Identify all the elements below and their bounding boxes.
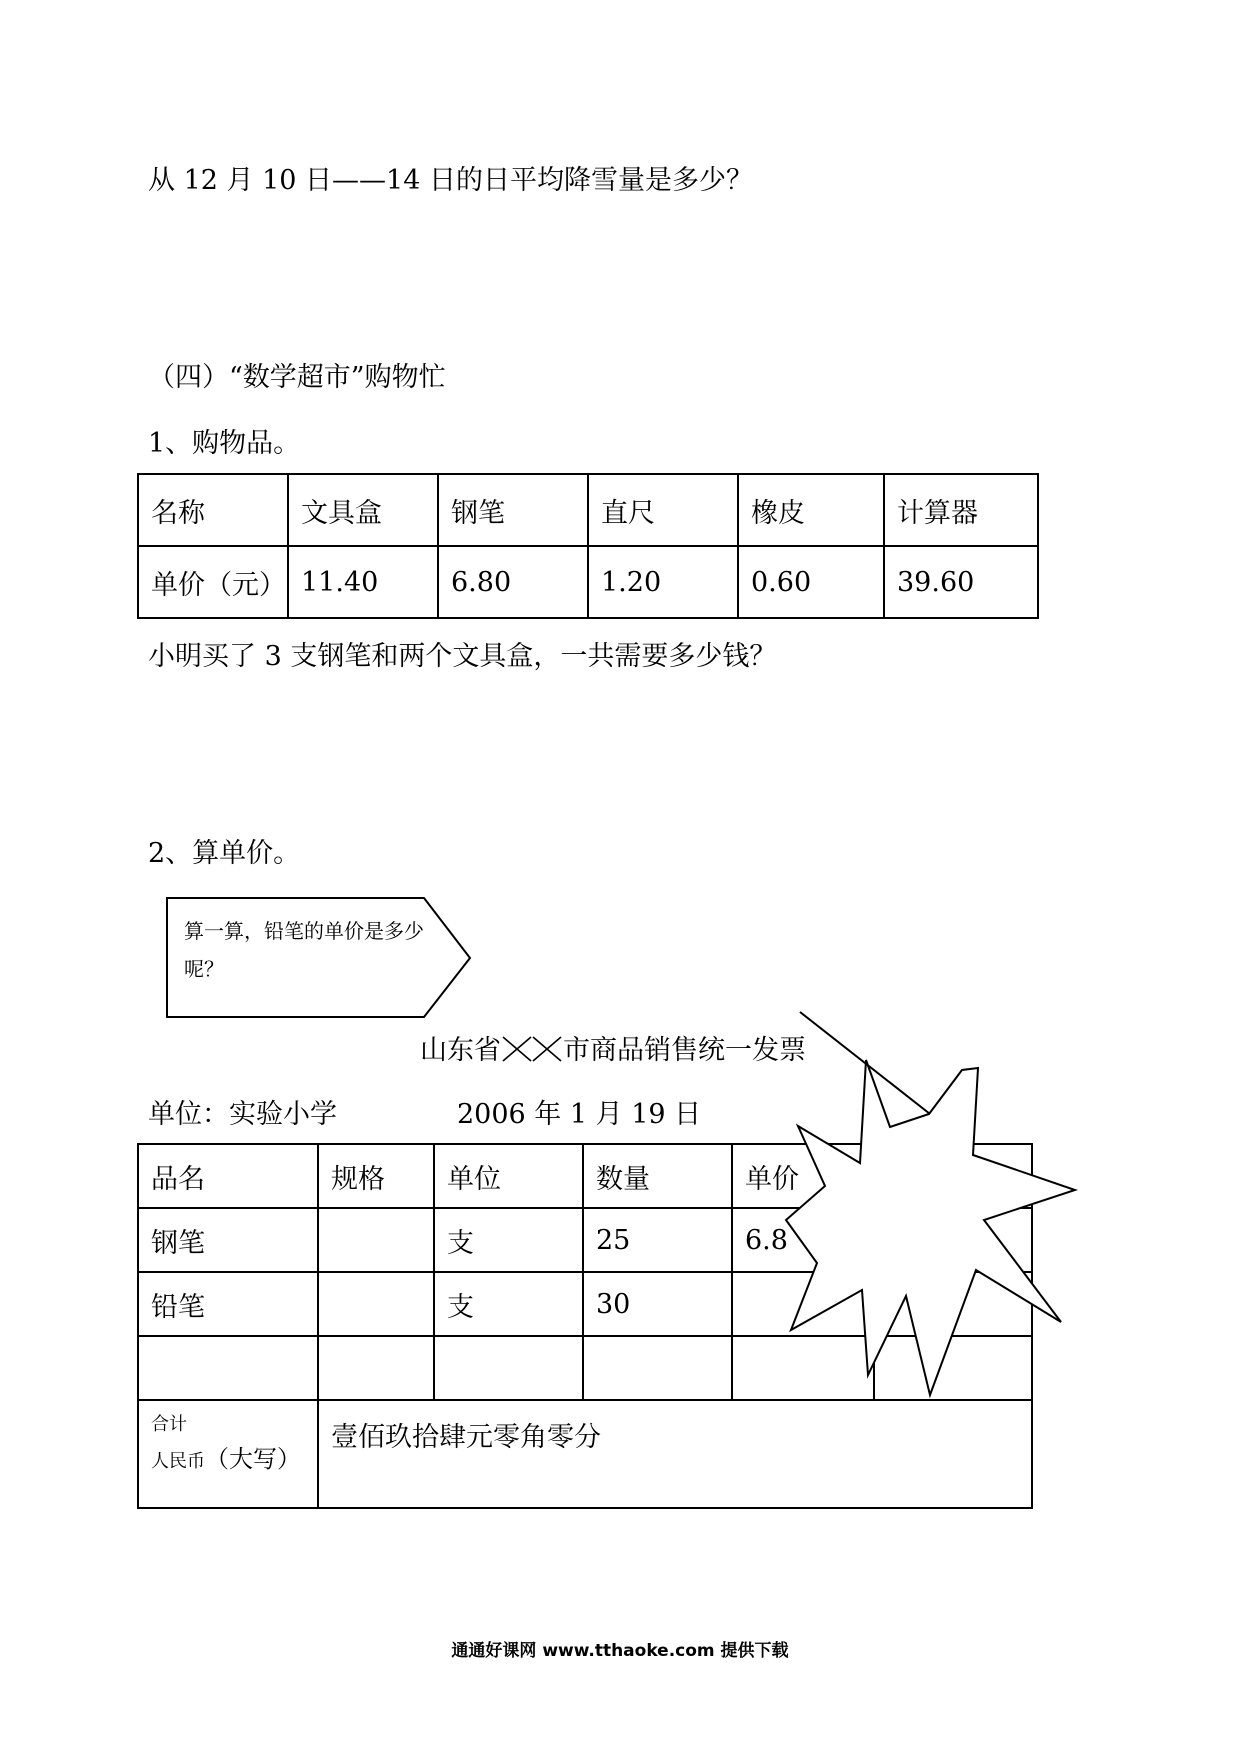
total-label-bracket: （大写）: [205, 1444, 301, 1473]
part1-title: 1、购物品。: [148, 428, 301, 459]
price-value-cell: 单价（元）: [138, 546, 288, 618]
total-label-rmb: 人民币: [151, 1450, 205, 1472]
invoice-unit-line: 单位：实验小学: [148, 1099, 337, 1130]
part2-title: 2、算单价。: [148, 838, 301, 869]
invoice-header-cell: 规格: [318, 1144, 434, 1208]
invoice-header-cell: 数量: [583, 1144, 732, 1208]
invoice-header-cell: 单位: [434, 1144, 583, 1208]
invoice-cell: 钢笔: [138, 1208, 318, 1272]
price-value-cell: 6.80: [438, 546, 588, 618]
invoice-header-cell: 单价: [732, 1144, 874, 1208]
price-header-cell: 直尺: [588, 474, 738, 546]
invoice-title-prefix: 山东省: [420, 1035, 501, 1066]
price-header-cell: 文具盒: [288, 474, 438, 546]
price-header-cell: 橡皮: [738, 474, 884, 546]
price-value-cell: 0.60: [738, 546, 884, 618]
callout-text: 算一算，铅笔的单价是多少呢？: [184, 919, 424, 981]
invoice-cell: 支: [434, 1208, 583, 1272]
section-title: （四）“数学超市”购物忙: [148, 362, 446, 393]
price-value-cell: 39.60: [884, 546, 1038, 618]
invoice-header-cell: 品名: [138, 1144, 318, 1208]
invoice-cell: 铅笔: [138, 1272, 318, 1336]
price-value-cell: 1.20: [588, 546, 738, 618]
invoice-cell: 6.8: [732, 1208, 874, 1272]
invoice-cell: 30: [583, 1272, 732, 1336]
total-label-line1: 合计: [151, 1414, 187, 1435]
question-purchase: 小明买了 3 支钢笔和两个文具盒，一共需要多少钱？: [148, 641, 777, 672]
price-value-cell: 11.40: [288, 546, 438, 618]
invoice-cell: 支: [434, 1272, 583, 1336]
invoice-total-value: 壹佰玖拾肆元零角零分: [318, 1400, 1032, 1508]
invoice-cell: 25: [583, 1208, 732, 1272]
question-snowfall: 从 12 月 10 日——14 日的日平均降雪量是多少？: [148, 165, 753, 196]
price-header-cell: 名称: [138, 474, 288, 546]
page-footer: 通通好课网 www.tthaoke.com 提供下载: [451, 1641, 789, 1661]
price-header-cell: 计算器: [884, 474, 1038, 546]
invoice-date: 2006 年 1 月 19 日: [457, 1099, 702, 1130]
price-header-cell: 钢笔: [438, 474, 588, 546]
invoice-title-suffix: 市商品销售统一发票: [563, 1035, 806, 1066]
